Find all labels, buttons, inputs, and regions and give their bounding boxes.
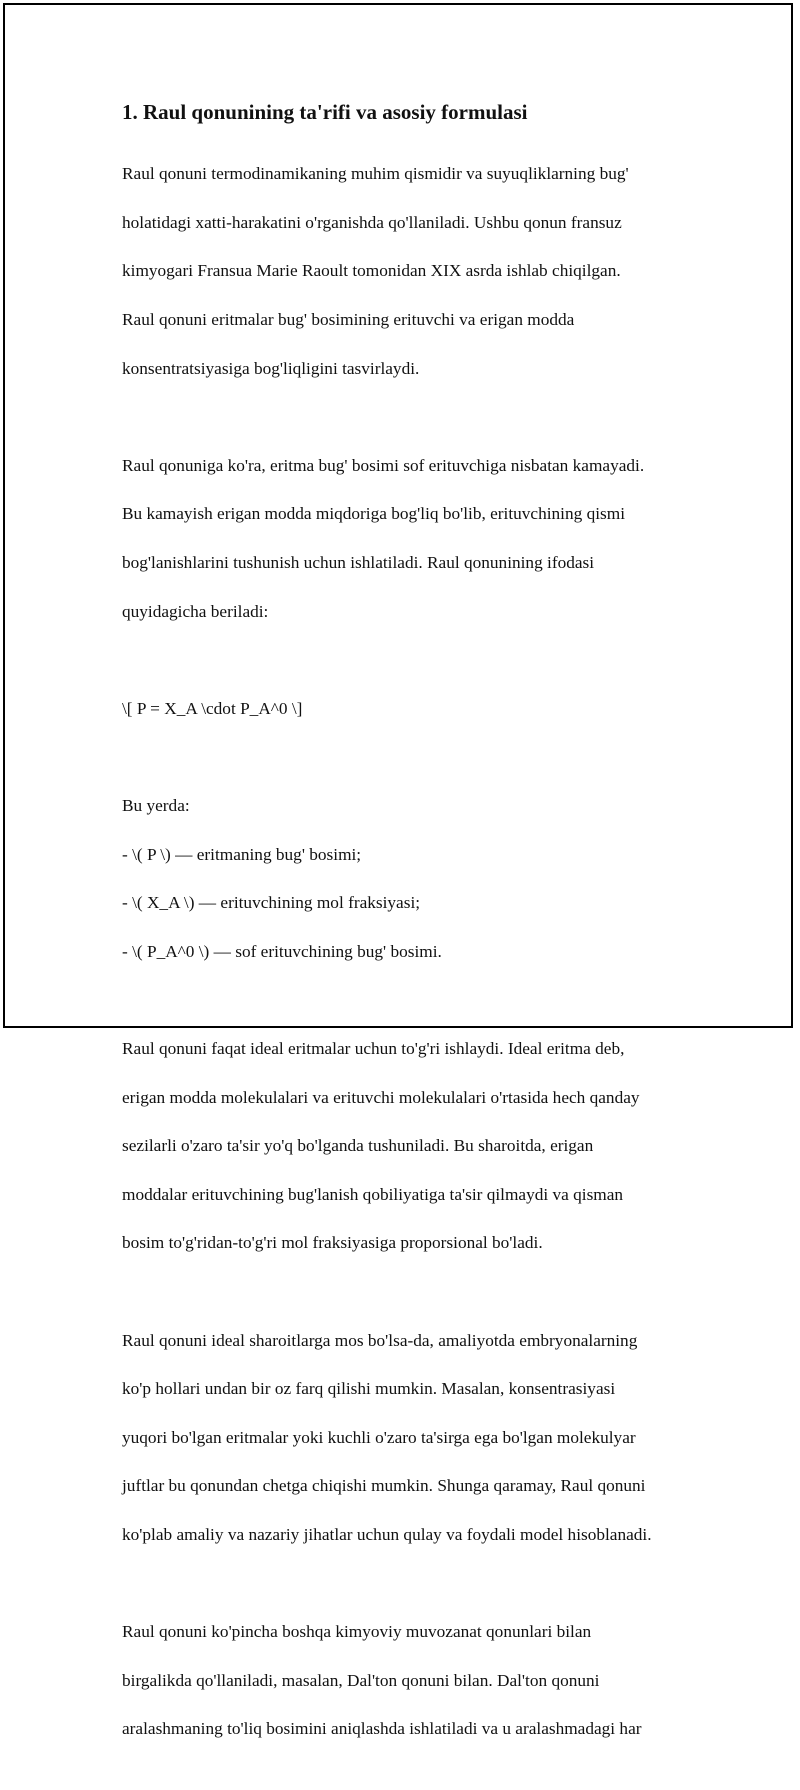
text-line: bog'lanishlarini tushunish uchun ishlatiladi. Raul qonunining ifodasi [122,553,595,573]
text-line: Raul qonuni ko'pincha boshqa kimyoviy muvozanat qonunlari bilan [122,1622,592,1642]
text-line: kimyogari Fransua Marie Raoult tomonidan XIX asrda ishlab chiqilgan. [122,261,621,281]
text-line: Bu kamayish erigan modda miqdoriga bog'liq bo'lib, erituvchining qismi [122,504,625,524]
text-line: erigan modda molekulalari va erituvchi molekulalari o'rtasida hech qanday [122,1087,640,1107]
formula-text: \[ P = X_A \cdot P_A^0 \] [122,698,303,718]
list-item: - \( P \) — eritmaning bug' bosimi; [122,844,362,864]
document-body [122,98,702,1790]
text-line: bosim to'g'ridan-to'g'ri mol fraksiyasiga proporsional bo'ladi. [122,1233,543,1253]
text-line: holatidagi xatti-harakatini o'rganishda qo'llaniladi. Ushbu qonun fransuz [122,212,622,232]
text-line: Raul qonuni ideal sharoitlarga mos bo'lsa-da, amaliyotda embryonalarning [122,1330,638,1350]
list-item: - \( P_A^0 \) — sof erituvchining bug' bosimi. [122,941,442,961]
variable-definitions [122,770,702,989]
text-line: Raul qonuni termodinamikaning muhim qismidir va suyuqliklarning bug' [122,164,629,184]
paragraph-deviations [122,1304,702,1571]
text-line: konsentratsiyasiga bog'liqligini tasvirlaydi. [122,358,420,378]
text-line: Bu yerda: [122,796,190,816]
formula-block [122,673,702,746]
page-frame [3,3,793,1739]
paragraph-ideal-solutions [122,1013,702,1280]
text-line: ko'plab amaliy va nazariy jihatlar uchun qulay va foydali model hisoblanadi. [122,1524,652,1544]
text-line: birgalikda qo'llaniladi, masalan, Dal'ton qonuni bilan. Dal'ton qonuni [122,1670,600,1690]
paragraph-daltons-law [122,1596,702,1766]
paragraph-law-statement [122,430,702,649]
text-line: quyidagicha beriladi: [122,601,269,621]
section-heading: 1. Raul qonunining ta'rifi va asosiy formulasi [122,100,528,124]
text-line: yuqori bo'lgan eritmalar yoki kuchli o'zaro ta'sirga ega bo'lgan molekulyar [122,1427,636,1447]
text-line: moddalar erituvchining bug'lanish qobiliyatiga ta'sir qilmaydi va qisman [122,1184,624,1204]
paragraph-intro [122,138,702,405]
list-item: - \( X_A \) — erituvchining mol fraksiyasi; [122,893,421,913]
text-line: Raul qonuniga ko'ra, eritma bug' bosimi sof erituvchiga nisbatan kamayadi. [122,455,645,475]
text-line: juftlar bu qonundan chetga chiqishi mumkin. Shunga qaramay, Raul qonuni [122,1476,646,1496]
text-line: sezilarli o'zaro ta'sir yo'q bo'lganda tushuniladi. Bu sharoitda, erigan [122,1136,594,1156]
text-line: ko'p hollari undan bir oz farq qilishi mumkin. Masalan, konsentrasiyasi [122,1379,616,1399]
text-line: aralashmaning to'liq bosimini aniqlashda ishlatiladi va u aralashmadagi har [122,1719,642,1739]
text-line: Raul qonuni faqat ideal eritmalar uchun to'g'ri ishlaydi. Ideal eritma deb, [122,1038,625,1058]
text-line: Raul qonuni eritmalar bug' bosimining erituvchi va erigan modda [122,310,575,330]
